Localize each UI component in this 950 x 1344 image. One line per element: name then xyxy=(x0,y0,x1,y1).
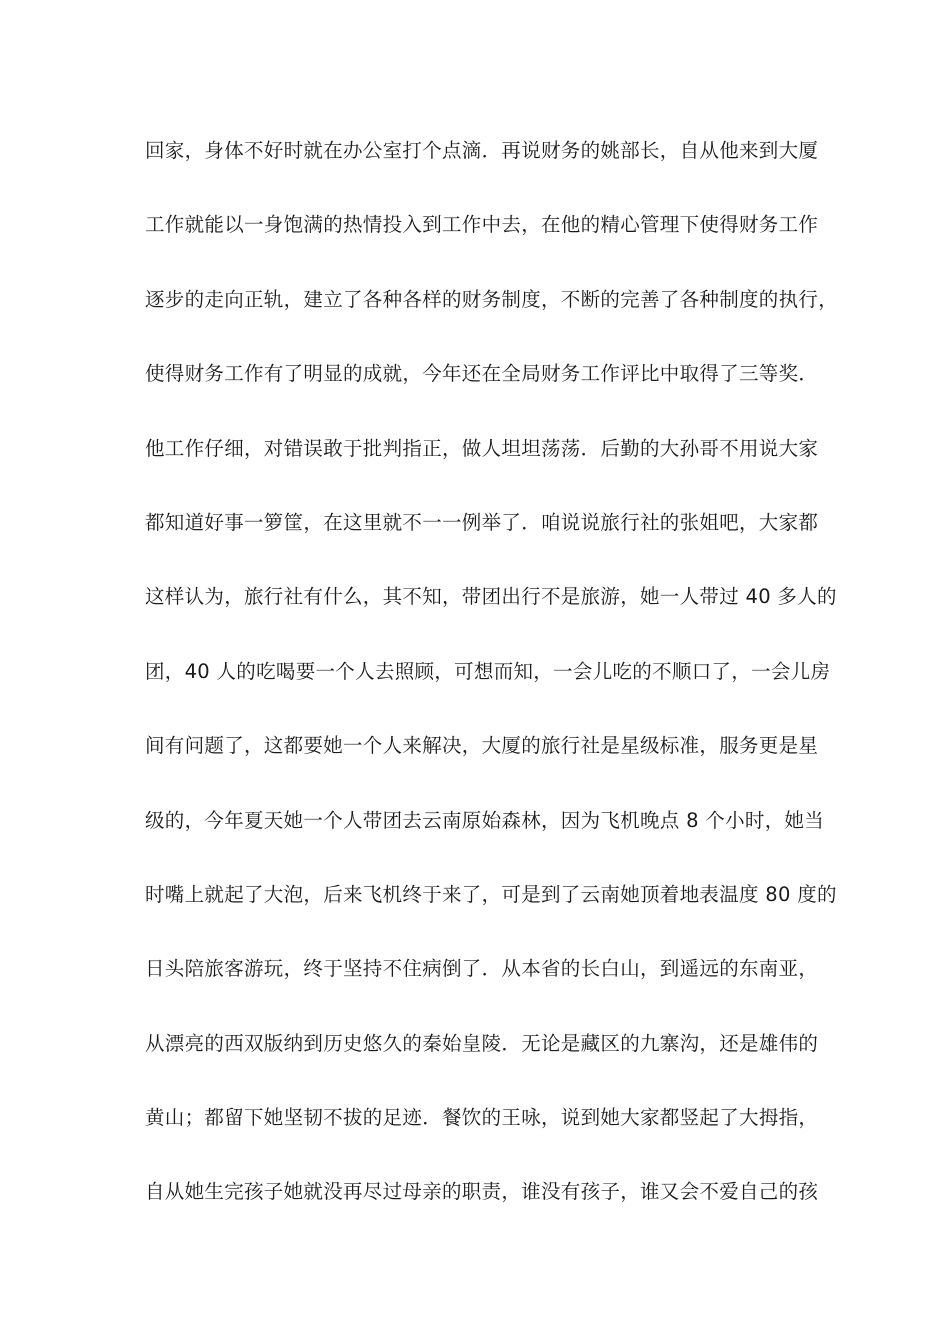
text-line: 工作就能以一身饱满的热情投入到工作中去，在他的精心管理下使得财务工作 xyxy=(145,213,819,237)
text-line: 间有问题了，这都要她一个人来解决，大厦的旅行社是星级标准，服务更是星 xyxy=(145,734,819,758)
text-line: 级的，今年夏天她一个人带团去云南原始森林，因为飞机晚点 8 个小时，她当 xyxy=(145,808,825,832)
text-line: 时嘴上就起了大泡，后来飞机终于来了，可是到了云南她顶着地表温度 80 度的 xyxy=(145,882,837,906)
text-line: 都知道好事一箩筐，在这里就不一一例举了．咱说说旅行社的张姐吧，大家都 xyxy=(145,510,819,534)
text-line: 日头陪旅客游玩，终于坚持不住病倒了．从本省的长白山，到遥远的东南亚， xyxy=(145,957,819,981)
text-line: 回家，身体不好时就在办公室打个点滴．再说财务的姚部长，自从他来到大厦 xyxy=(145,139,819,162)
text-line: 他工作仔细，对错误敢于批判指正，做人坦坦荡荡．后勤的大孙哥不用说大家 xyxy=(145,436,819,460)
text-line: 逐步的走向正轨，建立了各种各样的财务制度，不断的完善了各种制度的执行， xyxy=(145,287,839,311)
text-line: 从漂亮的西双版纳到历史悠久的秦始皇陵．无论是藏区的九寨沟，还是雄伟的 xyxy=(145,1031,819,1055)
text-line: 黄山；都留下她坚韧不拔的足迹．餐饮的王咏，说到她大家都竖起了大拇指， xyxy=(145,1106,819,1130)
text-line: 自从她生完孩子她就没再尽过母亲的职责，谁没有孩子，谁又会不爱自己的孩 xyxy=(145,1180,819,1204)
body-text xyxy=(145,132,839,1248)
text-line: 使得财务工作有了明显的成就，今年还在全局财务工作评比中取得了三等奖． xyxy=(145,362,819,386)
text-line: 团，40 人的吃喝要一个人去照顾，可想而知，一会儿吃的不顺口了，一会儿房 xyxy=(145,659,831,683)
text-line: 这样认为，旅行社有什么，其不知，带团出行不是旅游，她一人带过 40 多人的 xyxy=(145,585,837,609)
